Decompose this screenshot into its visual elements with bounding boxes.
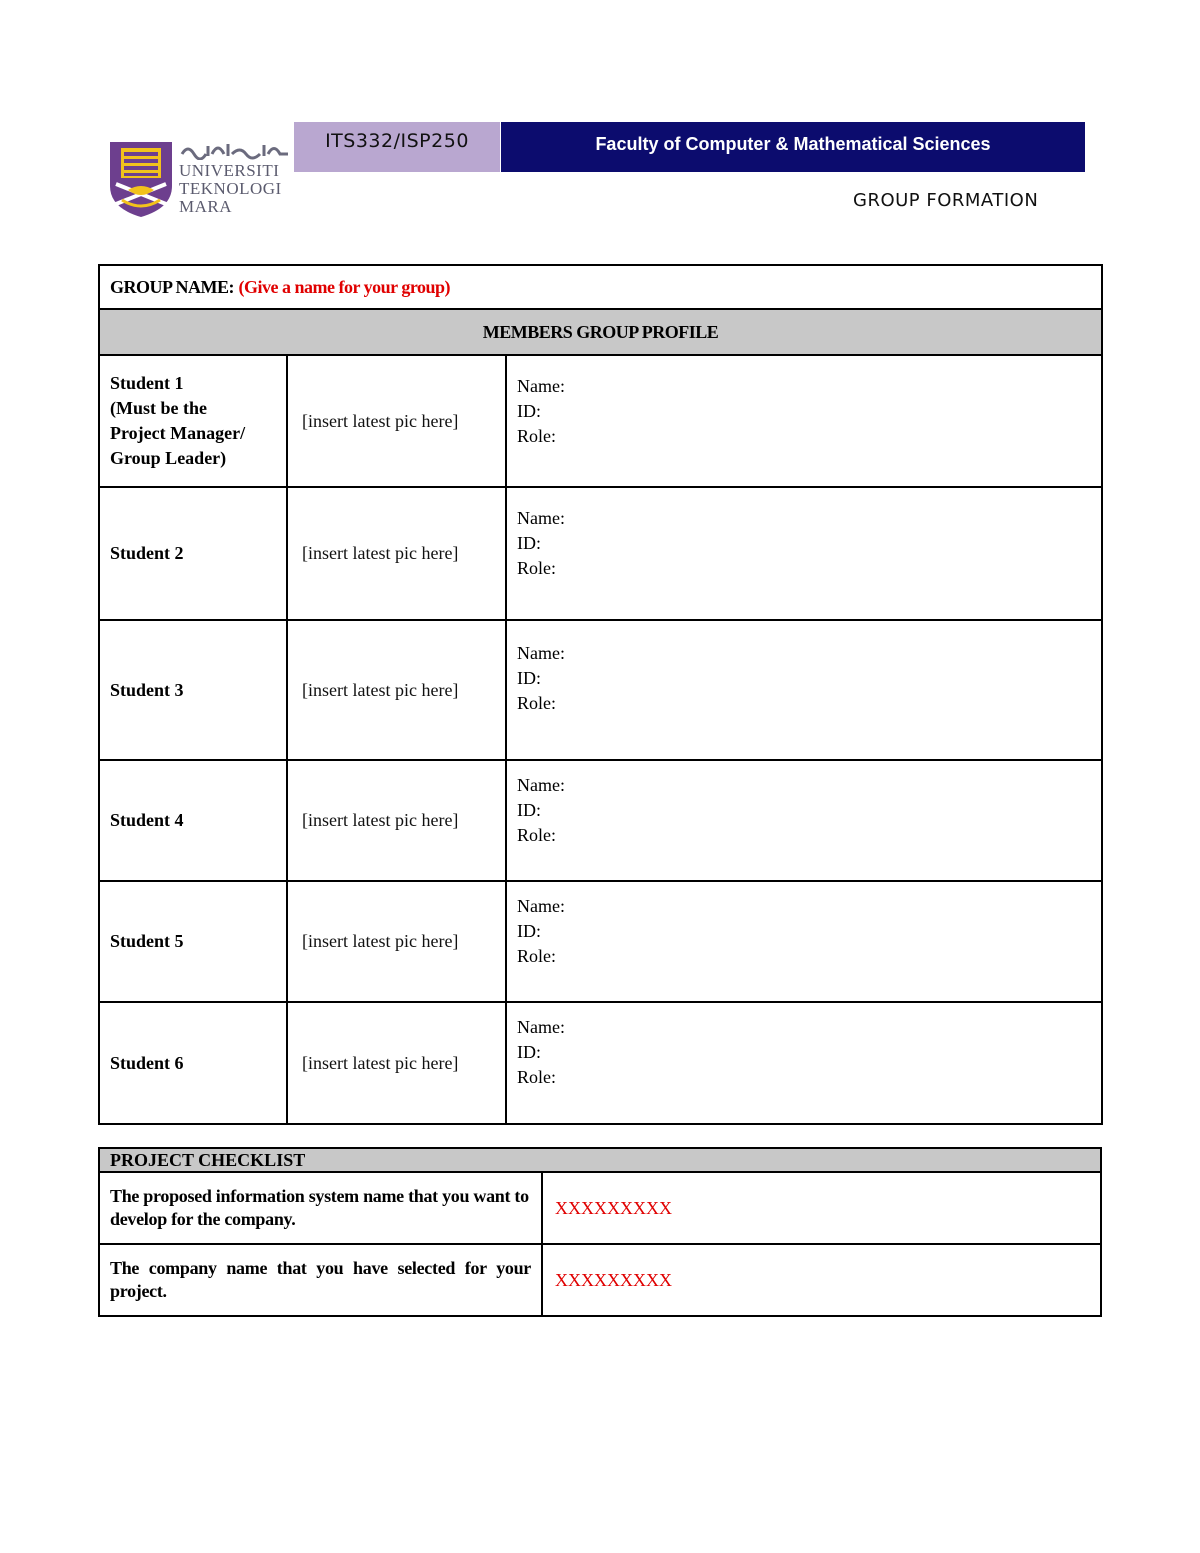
id-label: ID:: [517, 800, 541, 820]
name-label: Name:: [517, 896, 565, 916]
name-label: Name:: [517, 775, 565, 795]
role-label: Role:: [517, 693, 556, 713]
members-table: [98, 264, 1103, 1125]
uitm-logo: [106, 138, 290, 220]
student-row: [99, 1002, 1102, 1124]
student-label: [99, 1002, 287, 1124]
student-row: [99, 487, 1102, 620]
checklist-answer[interactable]: XXXXXXXXX: [542, 1172, 1101, 1244]
role-label: Role:: [517, 558, 556, 578]
group-name-hint: (Give a name for your group): [238, 276, 450, 297]
role-label: Role:: [517, 426, 556, 446]
members-title: MEMBERS GROUP PROFILE: [99, 309, 1102, 355]
course-code: ITS332/ISP250: [325, 130, 469, 152]
name-label: Name:: [517, 1017, 565, 1037]
checklist-question: The company name that you have selected for your project.: [99, 1244, 542, 1316]
student-label-line: Student 4: [110, 810, 184, 830]
id-label: ID:: [517, 921, 541, 941]
checklist-answer[interactable]: XXXXXXXXX: [542, 1244, 1101, 1316]
group-name-cell[interactable]: [99, 265, 1102, 309]
members-header-row: [99, 309, 1102, 355]
checklist-title: PROJECT CHECKLIST: [99, 1148, 1101, 1172]
student-label-line: Student 2: [110, 543, 184, 563]
photo-placeholder[interactable]: [insert latest pic here]: [287, 881, 506, 1002]
faculty-box: [501, 122, 1085, 172]
photo-placeholder[interactable]: [insert latest pic here]: [287, 1002, 506, 1124]
student-label-line: Project Manager/: [110, 423, 246, 443]
document-title: GROUP FORMATION: [853, 190, 1039, 211]
logo-wordmark: [179, 162, 282, 216]
group-name-row: [99, 265, 1102, 309]
photo-placeholder[interactable]: [insert latest pic here]: [287, 355, 506, 487]
photo-placeholder[interactable]: [insert latest pic here]: [287, 620, 506, 760]
student-label: [99, 487, 287, 620]
student-label-line: Student 1: [110, 373, 184, 393]
name-label: Name:: [517, 376, 565, 396]
student-label-line: Student 5: [110, 931, 184, 951]
role-label: Role:: [517, 1067, 556, 1087]
logo-jawi-script: [180, 140, 290, 160]
logo-line: UNIVERSITI: [179, 161, 280, 180]
name-label: Name:: [517, 508, 565, 528]
student-info[interactable]: [506, 1002, 1102, 1124]
student-label-line: Group Leader): [110, 448, 227, 468]
student-label-line: (Must be the: [110, 398, 207, 418]
student-label: [99, 620, 287, 760]
student-info[interactable]: [506, 881, 1102, 1002]
project-checklist-table: [98, 1147, 1102, 1317]
student-label-line: Student 3: [110, 679, 184, 700]
photo-placeholder[interactable]: [insert latest pic here]: [287, 487, 506, 620]
faculty-title: Faculty of Computer & Mathematical Sciences: [595, 134, 991, 154]
student-label: [99, 760, 287, 881]
role-label: Role:: [517, 825, 556, 845]
name-label: Name:: [517, 643, 565, 663]
student-label: [99, 881, 287, 1002]
student-info[interactable]: [506, 487, 1102, 620]
checklist-question: The proposed information system name that you want to develop for the company.: [99, 1172, 542, 1244]
photo-placeholder[interactable]: [insert latest pic here]: [287, 760, 506, 881]
uitm-crest-icon: [106, 138, 176, 218]
checklist-header-row: [99, 1148, 1101, 1172]
checklist-row: [99, 1172, 1101, 1244]
id-label: ID:: [517, 668, 541, 688]
course-code-box: [294, 122, 500, 172]
id-label: ID:: [517, 1042, 541, 1062]
role-label: Role:: [517, 946, 556, 966]
student-label: [99, 355, 287, 487]
student-info[interactable]: [506, 760, 1102, 881]
student-info[interactable]: [506, 620, 1102, 760]
student-info[interactable]: [506, 355, 1102, 487]
id-label: ID:: [517, 533, 541, 553]
logo-line: TEKNOLOGI: [179, 179, 282, 198]
checklist-row: [99, 1244, 1101, 1316]
student-row: [99, 620, 1102, 760]
group-name-label: GROUP NAME:: [110, 276, 234, 297]
student-row: [99, 355, 1102, 487]
student-label-line: Student 6: [110, 1052, 184, 1073]
student-row: [99, 760, 1102, 881]
student-row: [99, 881, 1102, 1002]
id-label: ID:: [517, 401, 541, 421]
jawi-script-icon: [180, 140, 290, 160]
logo-line: MARA: [179, 197, 233, 216]
